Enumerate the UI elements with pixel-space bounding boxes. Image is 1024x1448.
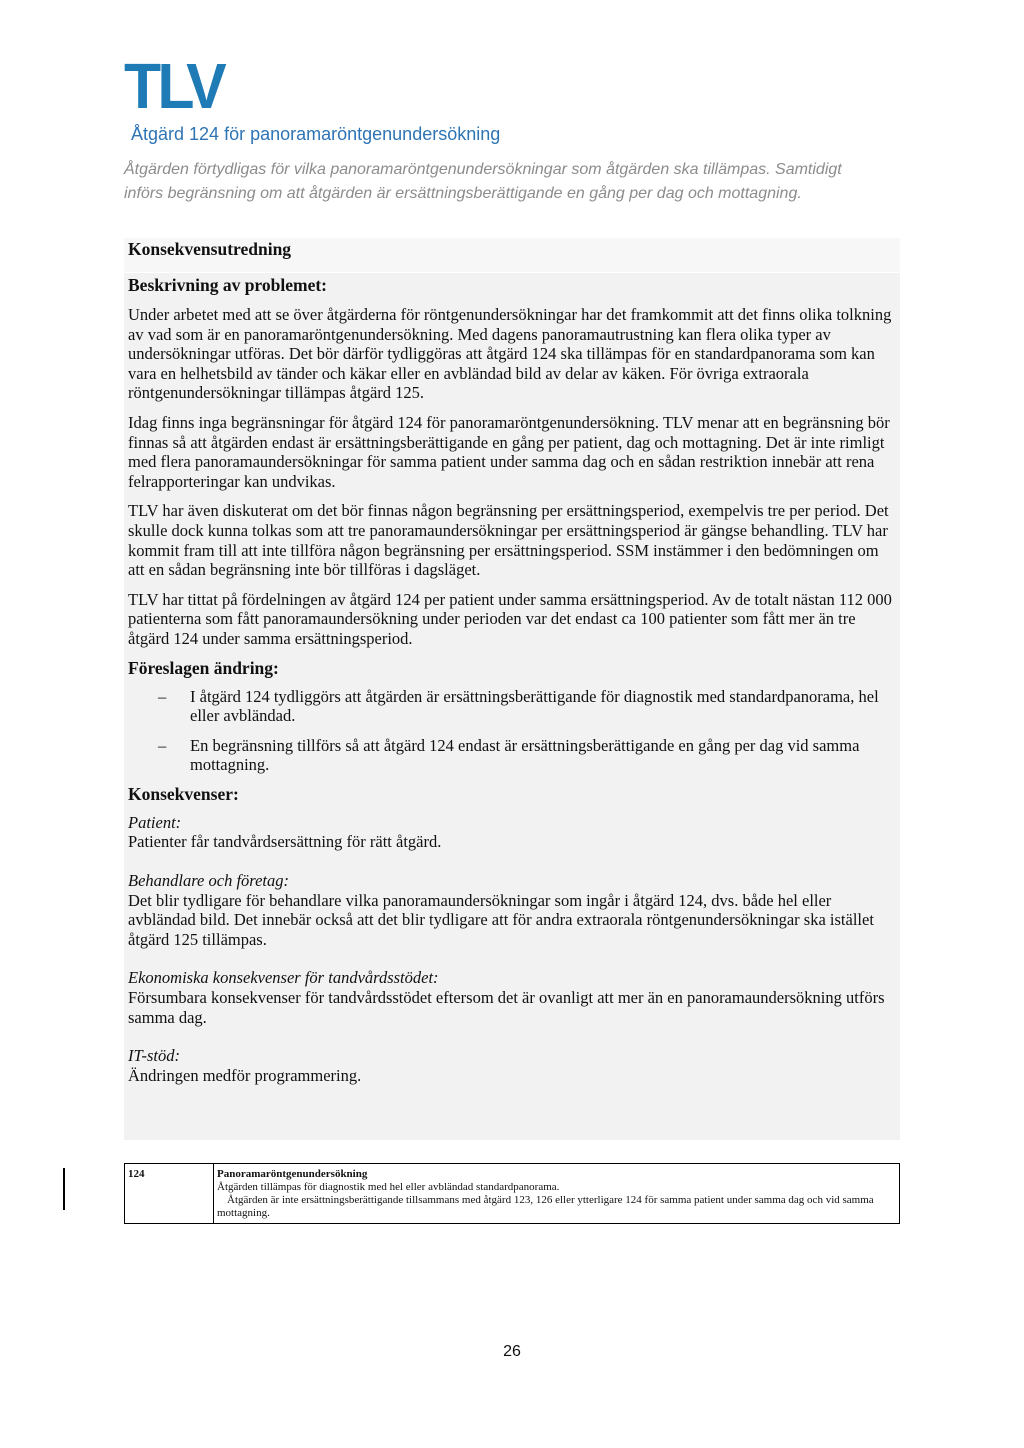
consequence-label: Behandlare och företag:	[128, 871, 289, 891]
change-list	[128, 687, 896, 775]
page-number: 26	[503, 1343, 521, 1360]
table-line: Åtgärden är inte ersättningsberättigande tillsammans med åtgärd 123, 126 eller ytterligare 124 för samma patient under samma dag och vid samma mottagning.	[217, 1194, 874, 1219]
problem-heading: Beskrivning av problemet:	[128, 275, 327, 295]
dash-bullet: –	[158, 735, 167, 755]
table-row	[125, 1164, 900, 1224]
section-title: Konsekvensutredning	[128, 239, 292, 259]
tlv-logo: TLV	[124, 50, 223, 122]
consequence-text: Patienter får tandvårdsersättning för rätt åtgärd.	[128, 832, 442, 852]
problem-paragraph: TLV har även diskuterat om det bör finnas någon begränsning per ersättningsperiod, exempelvis tre per period. Det skulle dock kunna tolkas som att tre panoramaundersökningar per ersättningsperiod är gängse behandling. TLV har kommit fram till att inte tillföra någon begränsning per ersättningsperiod. SSM instämmer i den bedömningen om att en sådan begränsning inte bör tillföras i dagsläget.	[128, 501, 889, 580]
problem-paragraph: TLV har tittat på fördelningen av åtgärd 124 per patient under samma ersättningsperiod. Av de totalt nästan 112 000 patienterna som fått panoramaundersökning under perioden var det endast ca 100 patienter som fått mer än tre åtgärd 124 under samma ersättningsperiod.	[128, 589, 892, 648]
reference-table	[124, 1163, 900, 1224]
consequence-text: Det blir tydligare för behandlare vilka panoramaundersökningar som ingår i åtgärd 124, dvs. både hel eller avbländad bild. Det innebär också att det blir tydligare att för andra extraorala röntgenundersökningar ska istället åtgärd 125 tillämpas.	[128, 890, 874, 949]
change-bar	[63, 1168, 65, 1210]
consequences-heading: Konsekvenser:	[128, 783, 239, 804]
problem-paragraph: Idag finns inga begränsningar för åtgärd 124 för panoramaröntgenundersökning. TLV menar att en begränsning bör finnas så att åtgärden endast är ersättningsberättigande en gång per patient, dag och mottagning. Det är inte rimligt med flera panoramaundersökningar för samma patient under samma dag och en sådan restriktion innebär att rena felrapporteringar kan undvikas.	[128, 412, 890, 491]
table-line: Åtgärden tillämpas för diagnostik med hel eller avbländad standardpanorama.	[217, 1181, 560, 1193]
dash-bullet: –	[158, 686, 167, 706]
change-text: I åtgärd 124 tydliggörs att åtgärden är ersättningsberättigande för diagnostik med standardpanorama, hel eller avbländad.	[190, 686, 879, 726]
intro-text: Åtgärden förtydligas för vilka panoramaröntgenundersökningar som åtgärden ska tillämpas. Samtidigt införs begränsning om att åtgärden är ersättningsberättigande en gång per dag och mottagning.	[124, 161, 842, 202]
table-code-cell: 124	[125, 1164, 214, 1224]
list-item	[128, 687, 896, 726]
consequence-label: IT-stöd:	[128, 1046, 180, 1066]
change-heading: Föreslagen ändring:	[128, 657, 279, 678]
change-text: En begränsning tillförs så att åtgärd 124 endast är ersättningsberättigande en gång per dag vid samma mottagning.	[190, 735, 860, 775]
consequence-label: Patient:	[128, 812, 182, 832]
consequence-text: Försumbara konsekvenser för tandvårdsstödet eftersom det är ovanligt att mer än en panoramaundersökning utförs samma dag.	[128, 988, 885, 1027]
list-item	[128, 736, 896, 775]
consequence-text: Ändringen medför programmering.	[128, 1065, 362, 1085]
table-description-cell	[214, 1164, 900, 1224]
table-title: Panoramaröntgenundersökning	[217, 1168, 368, 1180]
problem-paragraph: Under arbetet med att se över åtgärderna för röntgenundersökningar har det framkommit att det finns olika tolkning av vad som är en panoramaröntgenundersökning. Med dagens panoramautrustning kan flera olika typer av undersökningar utföras. Det bör därför tydliggöras att åtgärd 124 ska tillämpas för en standardpanorama som kan vara en helhetsbild av tänder och käkar eller en avbländad bild av delar av käken. För övriga extraorala röntgenundersökningar tillämpas åtgärd 125.	[128, 305, 892, 403]
page-heading: Åtgärd 124 för panoramaröntgenundersökning	[131, 124, 501, 144]
consequence-analysis-content	[128, 238, 896, 1085]
consequence-label: Ekonomiska konsekvenser för tandvårdsstödet:	[128, 968, 439, 988]
